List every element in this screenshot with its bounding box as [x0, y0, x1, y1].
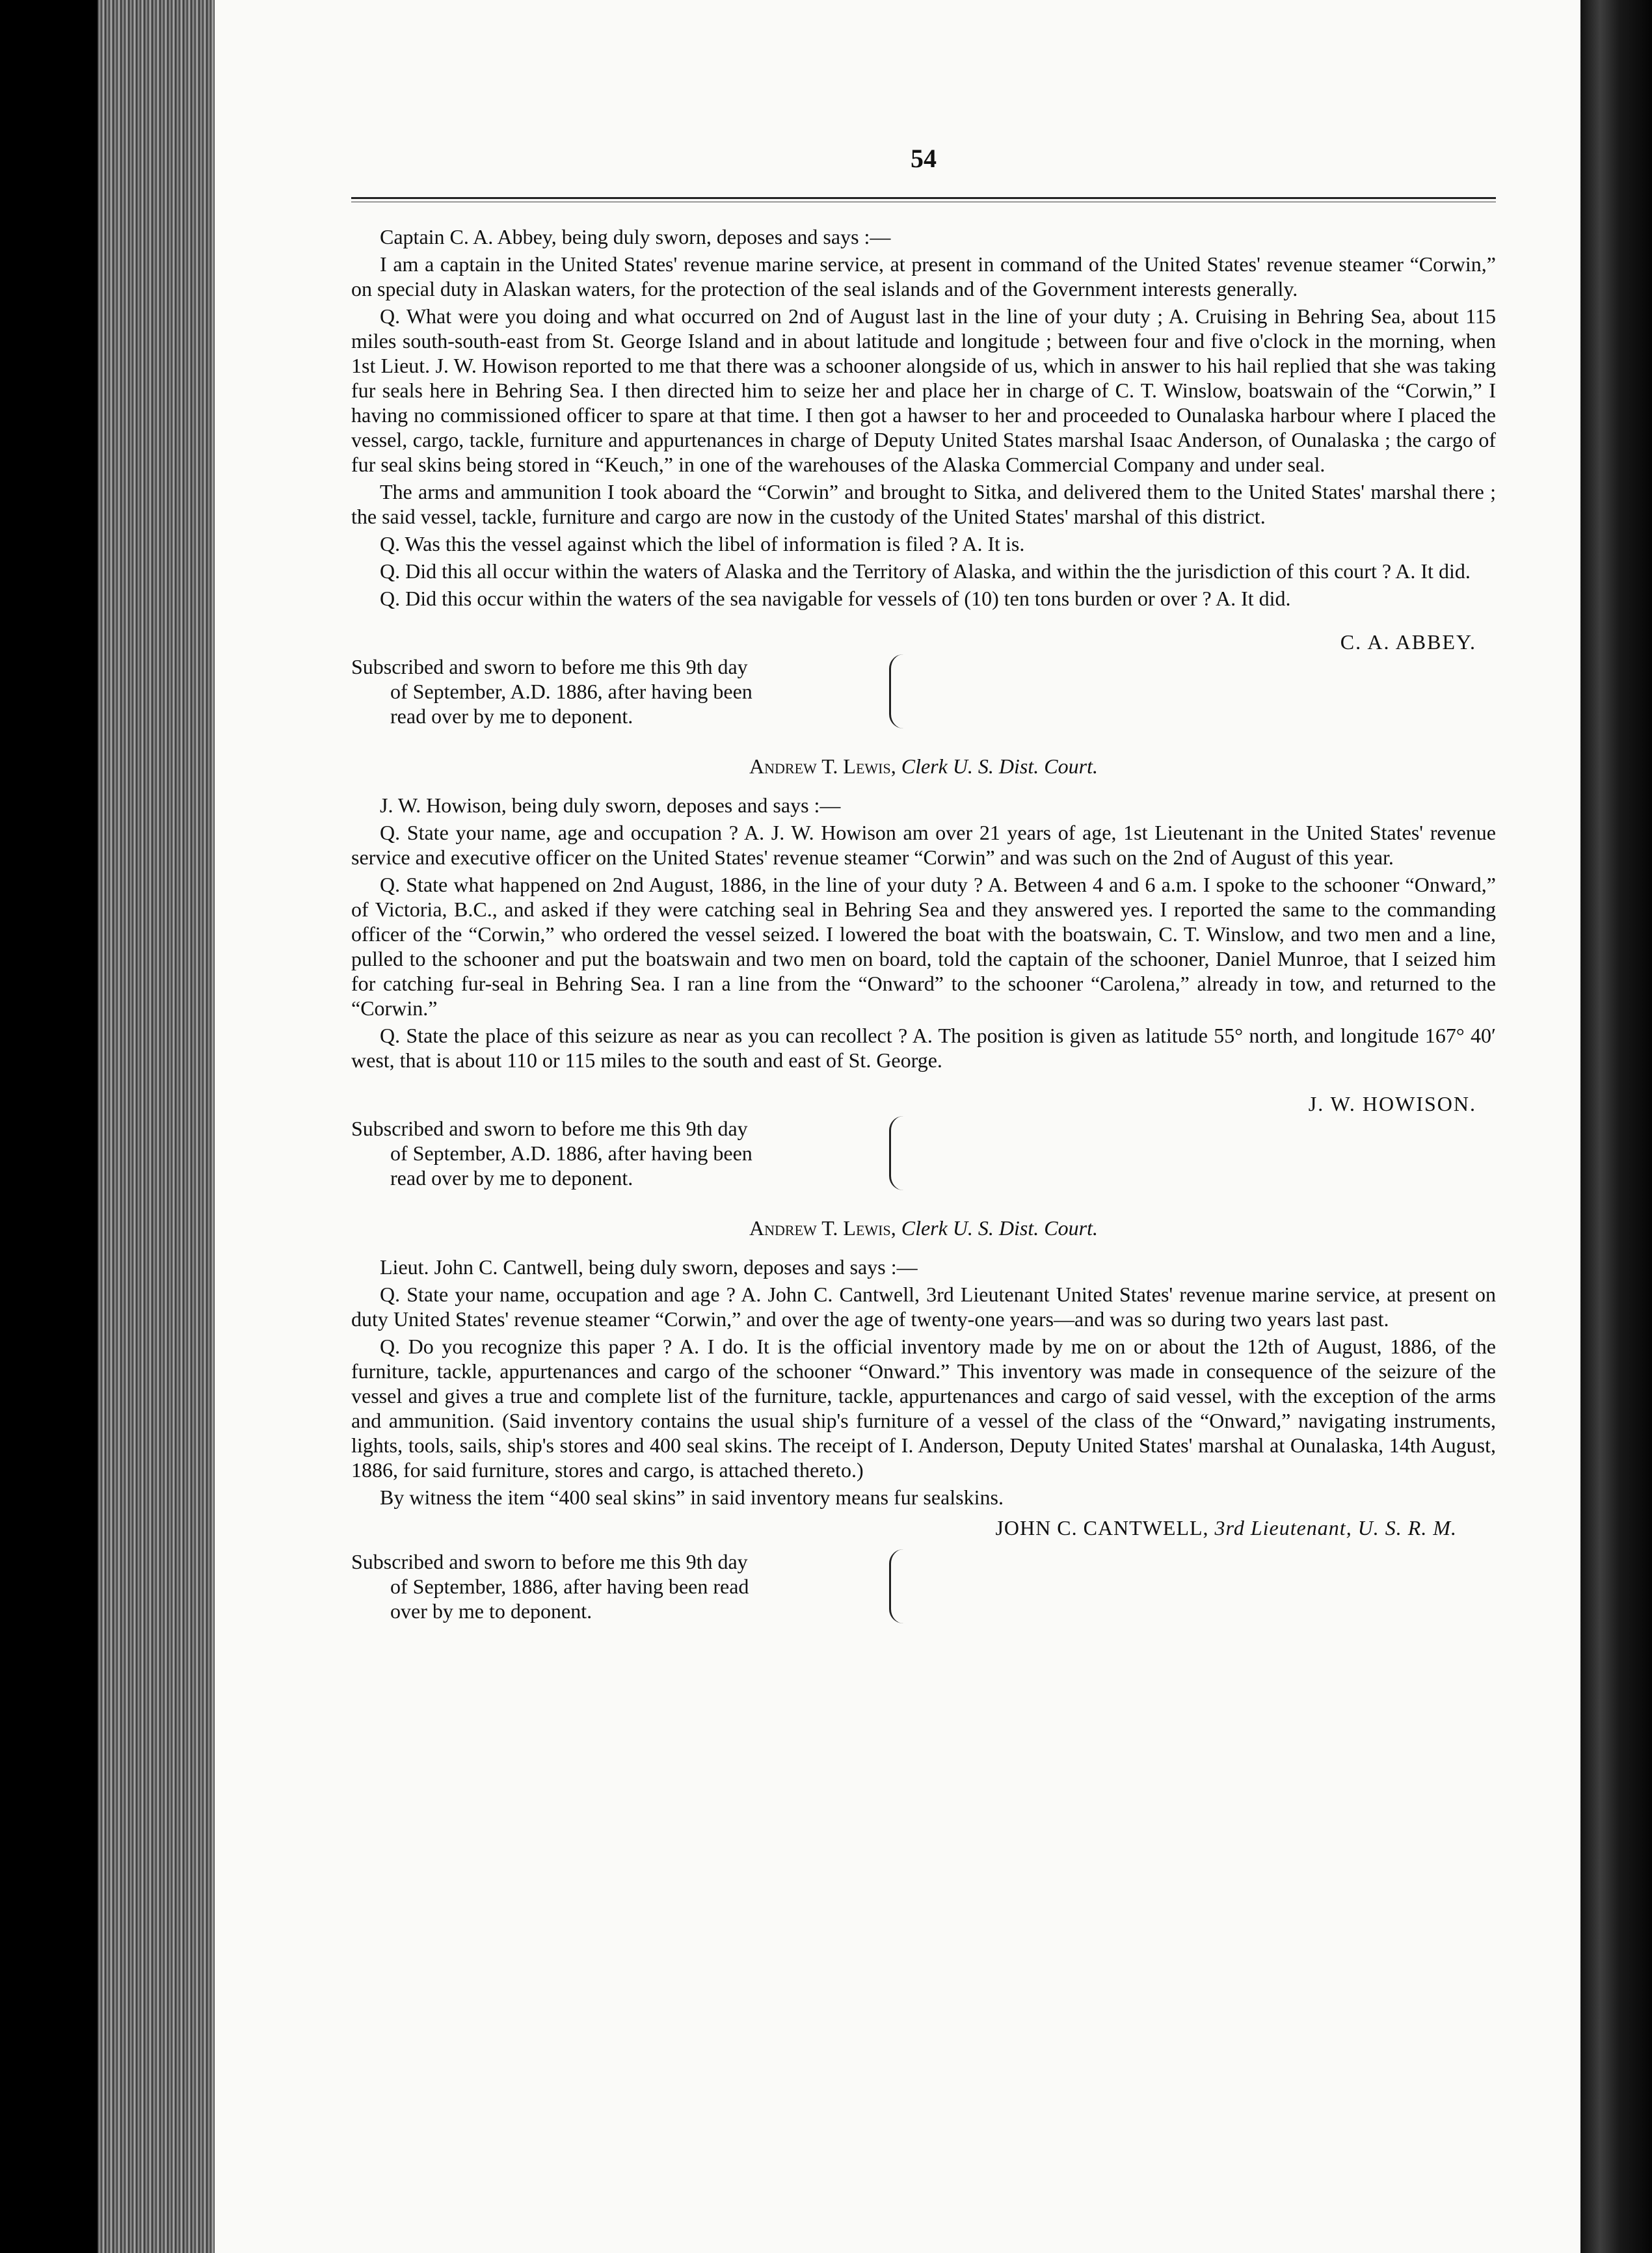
deposition-paragraph: Q. State your name, occupation and age ? A. John C. Cantwell, 3rd Lieutenant United States' revenue marine service, at present on duty United States' revenue steamer “Corwin,” and over the age of twenty-one years—and was so during two years last past. — [351, 1283, 1496, 1331]
brace — [889, 1116, 911, 1190]
page-content — [351, 143, 1496, 1623]
deposition-paragraph: Q. State the place of this seizure as near as you can recollect ? A. The position is given as latitude 55° north, and longitude 167° 40′ west, that is about 110 or 115 miles to the south and east of St. George. — [351, 1024, 1496, 1072]
deposition-paragraph: Q. State what happened on 2nd August, 1886, in the line of your duty ? A. Between 4 and 6 a.m. I spoke to the schooner “Onward,” of Victoria, B.C., and asked if they were catching seal in Behring Sea and they answered yes. I reported the same to the commanding officer of the “Corwin,” who ordered the vessel seized. I lowered the boat with the boatswain, C. T. Winslow, and two men and a line, pulled to the schooner and put the boatswain and two men on board, told the captain of the schooner, Daniel Munroe, that I seized him for catching fur-seal in Behring Sea. I ran a line from the “Onward” to the schooner “Carolena,” already in tow, and returned to the “Corwin.” — [351, 873, 1496, 1020]
jurat-line: Subscribed and sworn to before me this 9th day — [351, 1117, 748, 1140]
deposition-intro: J. W. Howison, being duly sworn, deposes and says :— — [380, 793, 841, 817]
clerk-name: Andrew T. Lewis, — [749, 1216, 896, 1240]
jurat-block — [351, 1549, 911, 1623]
jurat-line: of September, A.D. 1886, after having been — [390, 680, 753, 703]
header-rule — [351, 197, 1496, 202]
deposition-paragraph: The arms and ammunition I took aboard the “Corwin” and brought to Sitka, and delivered them to the United States' marshal there ; the said vessel, tackle, furniture and cargo are now in the custody of the United States' marshal of this district. — [351, 480, 1496, 528]
deposition-paragraph: By witness the item “400 seal skins” in said inventory means fur sealskins. — [380, 1486, 1004, 1509]
jurat-line: read over by me to deponent. — [390, 704, 633, 728]
jurat-block — [351, 654, 911, 728]
deponent-signature: J. W. HOWISON. — [1308, 1092, 1476, 1115]
brace — [889, 1549, 911, 1623]
jurat-line: Subscribed and sworn to before me this 9th day — [351, 655, 748, 678]
jurat-line: Subscribed and sworn to before me this 9th day — [351, 1550, 748, 1573]
clerk-signature — [351, 754, 1496, 779]
deposition-paragraph: Q. State your name, age and occupation ? A. J. W. Howison am over 21 years of age, 1st Lieutenant in the United States' revenue service and executive officer on the United States' revenue steamer “Corwin” and was such on the 2nd of August of this year. — [351, 821, 1496, 869]
jurat-line: of September, A.D. 1886, after having been — [390, 1141, 753, 1165]
signature-title: 3rd Lieutenant, U. S. R. M. — [1214, 1516, 1457, 1540]
jurat-block — [351, 1116, 911, 1190]
deposition-intro: Captain C. A. Abbey, being duly sworn, deposes and says :— — [380, 225, 891, 248]
deposition-paragraph: Q. Did this occur within the waters of the sea navigable for vessels of (10) ten tons burden or over ? A. It did. — [380, 587, 1291, 610]
deposition-paragraph: I am a captain in the United States' revenue marine service, at present in command of the United States' revenue steamer “Corwin,” on special duty in Alaskan waters, for the protection of the seal islands and of the Government interests generally. — [351, 252, 1496, 300]
brace — [889, 654, 911, 728]
deponent-signature: C. A. ABBEY. — [1340, 630, 1476, 654]
page-edges — [98, 0, 221, 2253]
jurat-line: over by me to deponent. — [390, 1599, 593, 1623]
deposition-intro: Lieut. John C. Cantwell, being duly sworn, deposes and says :— — [380, 1255, 918, 1279]
clerk-signature — [351, 1216, 1496, 1240]
signature-name: JOHN C. CANTWELL, — [995, 1516, 1209, 1540]
deponent-signature — [351, 1516, 1457, 1540]
book-spine — [1580, 0, 1652, 2253]
jurat-line: of September, 1886, after having been read — [390, 1575, 749, 1598]
deposition-paragraph: Q. Do you recognize this paper ? A. I do. It is the official inventory made by me on or about the 12th of August, 1886, of the furniture, tackle, appurtenances and cargo of the schooner “Onward.” This inventory was made in consequence of the seizure of the vessel and gives a true and complete list of the furniture, tackle, appurtenances and cargo of said vessel, with the exception of the arms and ammunition. (Said inventory contains the usual ship's furniture of a vessel of the class of the “Onward,” navigating instruments, lights, tools, sails, ship's stores and 400 seal skins. The receipt of I. Anderson, Deputy United States' marshal at Ounalaska, 14th August, 1886, for said furniture, stores and cargo, is attached thereto.) — [351, 1335, 1496, 1482]
jurat-line: read over by me to deponent. — [390, 1166, 633, 1190]
deposition-paragraph: Q. What were you doing and what occurred on 2nd of August last in the line of your duty ; A. Cruising in Behring Sea, about 115 miles south-south-east from St. George Island and in about latitude and longitude ; between four and five o'clock in the morning, when 1st Lieut. J. W. Howison reported to me that there was a schooner alongside of us, which in answer to his hail replied that she was taking fur seals here in Behring Sea. I then directed him to seize her and place her in charge of C. T. Winslow, boatswain of the “Corwin,” I having no commissioned officer to spare at that time. I then got a hawser to her and proceeded to Ounalaska harbour where I placed the vessel, cargo, tackle, furniture and appurtenances in charge of Deputy United States marshal Isaac Anderson, of Ounalaska ; the cargo of fur seal skins being stored in “Keuch,” in one of the warehouses of the Alaska Commercial Company and under seal. — [351, 304, 1496, 476]
clerk-title: Clerk U. S. Dist. Court. — [901, 1216, 1098, 1240]
clerk-title: Clerk U. S. Dist. Court. — [901, 754, 1098, 778]
deposition-paragraph: Q. Was this the vessel against which the libel of information is filed ? A. It is. — [380, 532, 1025, 555]
page-number: 54 — [911, 144, 937, 173]
deposition-paragraph: Q. Did this all occur within the waters of Alaska and the Territory of Alaska, and within the the jurisdiction of this court ? A. It did. — [380, 559, 1471, 583]
clerk-name: Andrew T. Lewis, — [749, 754, 896, 778]
